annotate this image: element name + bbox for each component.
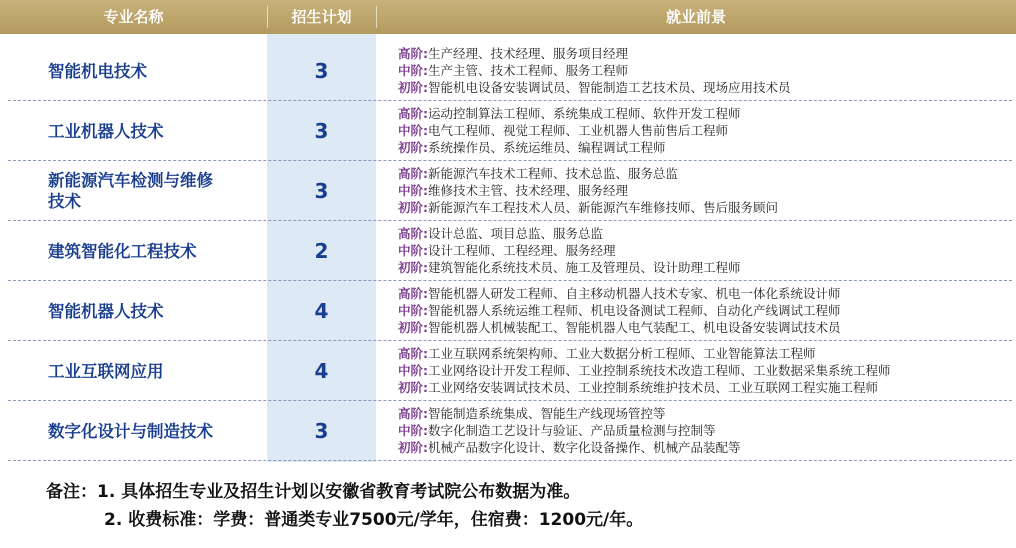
enrollment-plan: 4 — [314, 359, 329, 383]
table-header — [0, 0, 1016, 34]
major-name: 智能机器人技术 — [48, 301, 164, 321]
career-line — [398, 319, 1008, 336]
table-row — [8, 281, 1016, 341]
level-label: 中阶: — [398, 243, 428, 258]
enrollment-plan: 3 — [314, 119, 329, 143]
table-row — [8, 401, 1016, 461]
career-line — [398, 405, 1008, 422]
level-label: 中阶: — [398, 123, 428, 138]
career-text: 机械产品数字化设计、数字化设备操作、机械产品装配等 — [428, 440, 741, 455]
enrollment-plan: 4 — [314, 299, 329, 323]
career-prospects — [398, 285, 1008, 336]
level-label: 高阶: — [398, 166, 428, 181]
career-line — [398, 165, 1008, 182]
career-line — [398, 242, 1008, 259]
note-line: 备注：1. 具体招生专业及招生计划以安徽省教育考试院公布数据为准。 — [46, 482, 581, 502]
header-plan: 招生计划 — [291, 8, 352, 26]
level-label: 高阶: — [398, 106, 428, 121]
major-name: 工业机器人技术 — [48, 121, 164, 141]
header-major: 专业名称 — [103, 8, 164, 26]
career-text: 电气工程师、视觉工程师、工业机器人售前售后工程师 — [428, 123, 729, 138]
level-label: 中阶: — [398, 423, 428, 438]
career-line — [398, 199, 1008, 216]
career-prospects — [398, 165, 1008, 216]
level-label: 初阶: — [398, 80, 428, 95]
level-label: 初阶: — [398, 380, 428, 395]
career-text: 运动控制算法工程师、系统集成工程师、软件开发工程师 — [428, 106, 741, 121]
career-line — [398, 122, 1008, 139]
major-name: 数字化设计与制造技术 — [48, 421, 213, 441]
table-row — [8, 161, 1016, 221]
career-line — [398, 345, 1008, 362]
level-label: 初阶: — [398, 200, 428, 215]
career-text: 工业网络设计开发工程师、工业控制系统技术改造工程师、工业数据采集系统工程师 — [428, 363, 891, 378]
note-line: 2. 收费标准：学费：普通类专业7500元/学年，住宿费：1200元/年。 — [104, 510, 644, 530]
major-name: 建筑智能化工程技术 — [48, 241, 197, 261]
major-name: 智能机电技术 — [48, 61, 147, 81]
career-text: 智能机器人研发工程师、自主移动机器人技术专家、机电一体化系统设计师 — [428, 286, 841, 301]
career-text: 工业网络安装调试技术员、工业控制系统维护技术员、工业互联网工程实施工程师 — [428, 380, 879, 395]
career-text: 智能机器人机械装配工、智能机器人电气装配工、机电设备安装调试技术员 — [428, 320, 841, 335]
career-text: 智能机电设备安装调试员、智能制造工艺技术员、现场应用技术员 — [428, 80, 791, 95]
level-label: 高阶: — [398, 286, 428, 301]
career-text: 维修技术主管、技术经理、服务经理 — [428, 183, 629, 198]
level-label: 中阶: — [398, 303, 428, 318]
table-row — [8, 101, 1016, 161]
career-line — [398, 439, 1008, 456]
enrollment-plan: 3 — [314, 179, 329, 203]
header-career: 就业前景 — [665, 8, 726, 26]
enrollment-plan: 2 — [314, 239, 329, 263]
table-row — [8, 41, 1016, 101]
career-line — [398, 182, 1008, 199]
level-label: 高阶: — [398, 406, 428, 421]
career-line — [398, 45, 1008, 62]
notes — [46, 478, 1006, 534]
career-line — [398, 285, 1008, 302]
level-label: 初阶: — [398, 260, 428, 275]
career-prospects — [398, 405, 1008, 456]
career-text: 设计总监、项目总监、服务总监 — [428, 226, 604, 241]
career-text: 生产主管、技术工程师、服务工程师 — [428, 63, 629, 78]
career-text: 智能制造系统集成、智能生产线现场管控等 — [428, 406, 666, 421]
level-label: 高阶: — [398, 46, 428, 61]
major-name: 工业互联网应用 — [48, 361, 164, 381]
career-prospects — [398, 225, 1008, 276]
level-label: 初阶: — [398, 440, 428, 455]
level-label: 高阶: — [398, 226, 428, 241]
major-name: 新能源汽车检测与维修技术 — [48, 171, 213, 211]
career-line — [398, 422, 1008, 439]
career-line — [398, 302, 1008, 319]
career-line — [398, 62, 1008, 79]
career-text: 新能源汽车工程技术人员、新能源汽车维修技师、售后服务顾问 — [428, 200, 779, 215]
career-line — [398, 259, 1008, 276]
career-line — [398, 379, 1008, 396]
enrollment-plan: 3 — [314, 419, 329, 443]
career-text: 生产经理、技术经理、服务项目经理 — [428, 46, 629, 61]
level-label: 中阶: — [398, 63, 428, 78]
level-label: 高阶: — [398, 346, 428, 361]
career-text: 工业互联网系统架构师、工业大数据分析工程师、工业智能算法工程师 — [428, 346, 816, 361]
career-text: 新能源汽车技术工程师、技术总监、服务总监 — [428, 166, 679, 181]
career-line — [398, 79, 1008, 96]
level-label: 中阶: — [398, 363, 428, 378]
career-prospects — [398, 45, 1008, 96]
career-text: 数字化制造工艺设计与验证、产品质量检测与控制等 — [428, 423, 716, 438]
career-prospects — [398, 105, 1008, 156]
career-line — [398, 225, 1008, 242]
career-text: 设计工程师、工程经理、服务经理 — [428, 243, 616, 258]
career-text: 智能机器人系统运维工程师、机电设备测试工程师、自动化产线调试工程师 — [428, 303, 841, 318]
career-text: 建筑智能化系统技术员、施工及管理员、设计助理工程师 — [428, 260, 741, 275]
level-label: 初阶: — [398, 320, 428, 335]
career-prospects — [398, 345, 1008, 396]
level-label: 中阶: — [398, 183, 428, 198]
career-text: 系统操作员、系统运维员、编程调试工程师 — [428, 140, 666, 155]
table-row — [8, 221, 1016, 281]
row-divider — [8, 460, 1012, 461]
career-line — [398, 105, 1008, 122]
level-label: 初阶: — [398, 140, 428, 155]
career-line — [398, 362, 1008, 379]
enrollment-plan: 3 — [314, 59, 329, 83]
career-line — [398, 139, 1008, 156]
table-row — [8, 341, 1016, 401]
